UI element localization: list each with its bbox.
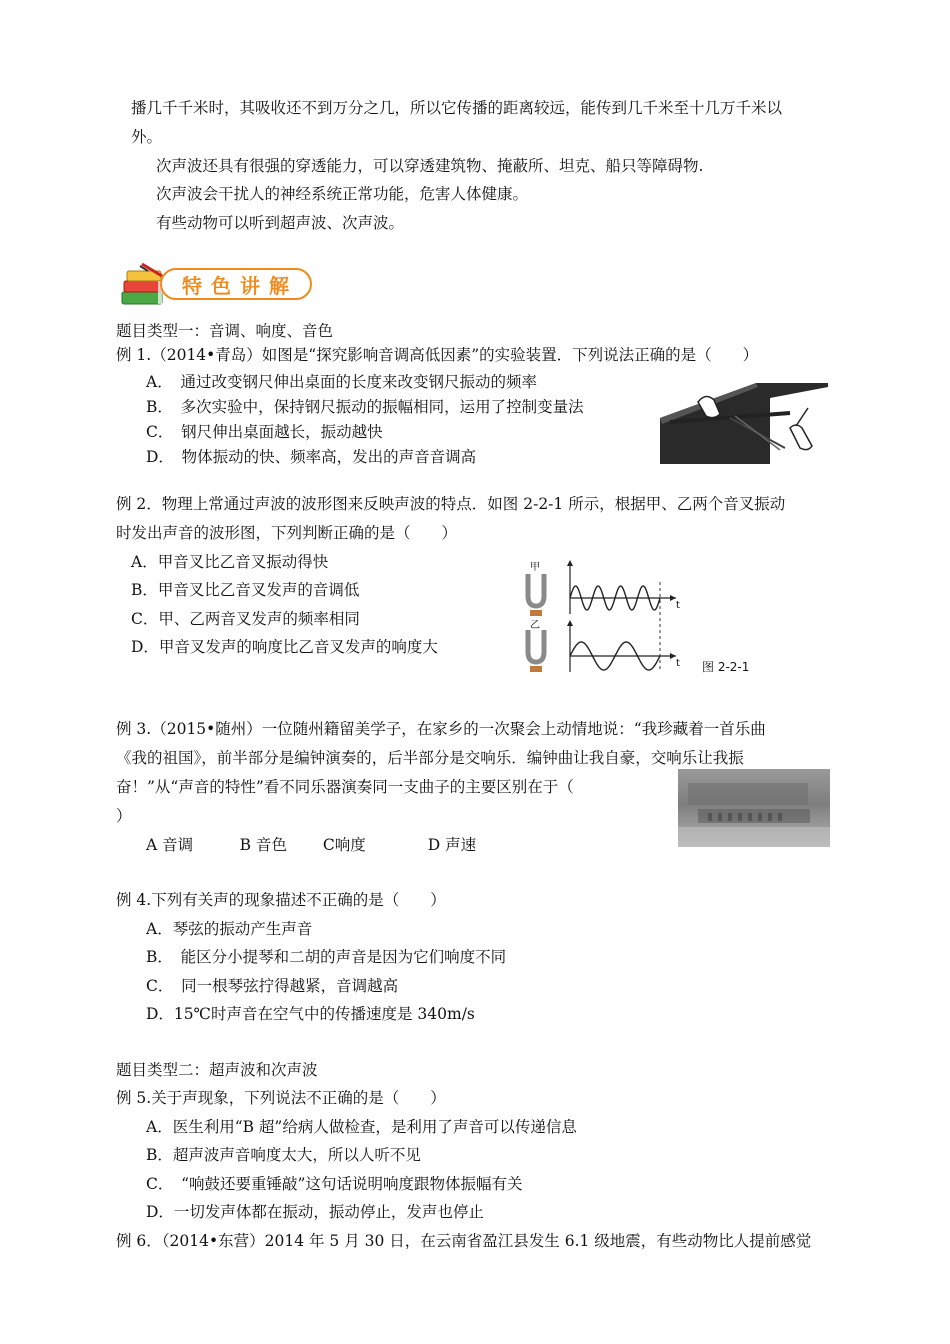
intro-line-4: 次声波会干扰人的神经系统正常功能，危害人体健康。 [156,185,529,203]
example-4-option-c: C． 同一根琴弦拧得越紧，音调越高 [146,977,399,995]
example-5-option-a: A．医生利用“B 超”给病人做检查，是利用了声音可以传递信息 [146,1118,577,1136]
example-5-option-c: C． “响鼓还要重锤敲”这句话说明响度跟物体振幅有关 [146,1175,523,1193]
example-3-stem-line-4: ） [116,807,132,825]
example-4-option-a: A．琴弦的振动产生声音 [146,920,313,938]
intro-line-2: 外。 [131,128,163,146]
orchestra-photo [678,769,830,847]
example-1-stem: 例 1.（2014•青岛）如图是“探究影响音调高低因素”的实验装置．下列说法正确的是（ ） [116,346,759,364]
example-5-stem: 例 5.关于声现象，下列说法不正确的是（ ） [116,1089,446,1107]
figure-caption: 图 2-2-1 [702,660,750,674]
axis-label-t-top: t [676,600,680,611]
example-1-option-c: C． 钢尺伸出桌面越长，振动越快 [146,423,383,441]
example-2-stem-line-2: 时发出声音的波形图，下列判断正确的是（ ） [116,524,458,542]
example-2-option-d: D．甲音叉发声的响度比乙音叉发声的响度大 [131,638,438,656]
intro-line-3: 次声波还具有很强的穿透能力，可以穿透建筑物、掩蔽所、坦克、船只等障碍物. [156,157,704,175]
example-6-stem: 例 6．（2014•东营）2014 年 5 月 30 日，在云南省盈江县发生 6.1 级地震，有些动物比人提前感觉 [116,1232,812,1250]
waveform-figure [524,560,764,680]
section-badge [118,262,318,308]
example-2-option-a: A．甲音叉比乙音叉振动得快 [131,553,329,571]
example-3-stem-line-1: 例 3.（2015•随州）一位随州籍留美学子，在家乡的一次聚会上动情地说：“我珍藏着一首乐曲 [116,720,766,738]
example-1-option-a: A． 通过改变钢尺伸出桌面的长度来改变钢尺振动的频率 [146,373,537,391]
example-3-options: A 音调 B 音色 C响度 D 声速 [146,836,477,854]
example-5-option-d: D．一切发声体都在振动，振动停止，发声也停止 [146,1203,484,1221]
orchestra-photo-texture [678,769,830,847]
example-4-stem: 例 4.下列有关声的现象描述不正确的是（ ） [116,891,446,909]
axis-label-t-bottom: t [676,658,680,669]
question-type-1: 题目类型一：音调、响度、音色 [116,322,334,340]
example-3-stem-line-3: 奋！”从“声音的特性”看不同乐器演奏同一支曲子的主要区别在于（ [116,778,574,796]
intro-line-1: 播几千千米时，其吸收还不到万分之几，所以它传播的距离较远，能传到几千米至十几万千米以 [131,99,783,117]
badge-title: 特色讲解 [182,274,298,298]
question-type-2: 题目类型二：超声波和次声波 [116,1061,318,1079]
example-1-option-b: B． 多次实验中，保持钢尺振动的振幅相同，运用了控制变量法 [146,398,584,416]
ruler-experiment-figure [660,378,828,464]
example-4-option-b: B． 能区分小提琴和二胡的声音是因为它们响度不同 [146,948,507,966]
intro-line-5: 有些动物可以听到超声波、次声波。 [156,214,405,232]
example-4-option-d: D．15℃时声音在空气中的传播速度是 340m/s [146,1005,475,1023]
example-2-option-c: C．甲、乙两音叉发声的频率相同 [131,610,360,628]
fork-label-bottom: 乙 [530,620,540,631]
example-5-option-b: B．超声波声音响度太大，所以人听不见 [146,1146,421,1164]
example-2-option-b: B．甲音叉比乙音叉发声的音调低 [131,581,360,599]
fork-label-top: 甲 [530,562,540,573]
example-2-stem-line-1: 例 2．物理上常通过声波的波形图来反映声波的特点．如图 2-2-1 所示，根据甲、乙两个音叉振动 [116,495,786,513]
example-3-stem-line-2: 《我的祖国》，前半部分是编钟演奏的，后半部分是交响乐．编钟曲让我自豪，交响乐让我振 [116,749,744,767]
example-1-option-d: D． 物体振动的快、频率高，发出的声音音调高 [146,448,477,466]
